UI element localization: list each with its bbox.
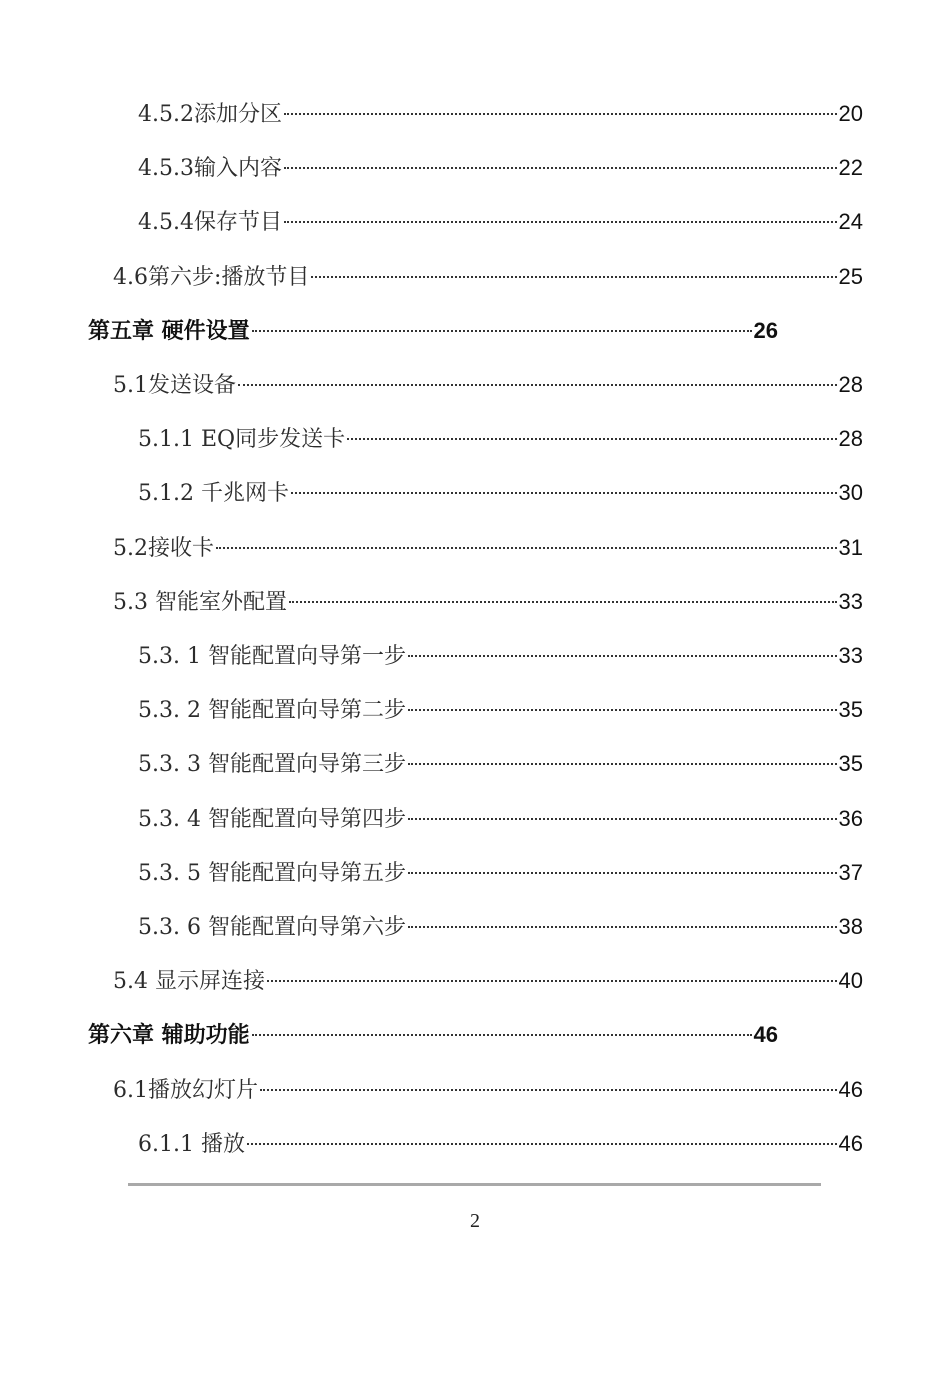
toc-entry-page: 46 (838, 1131, 863, 1156)
toc-entry[interactable] (138, 910, 863, 944)
toc-entry-label: 第五章 硬件设置 (88, 319, 250, 344)
toc-entry-page: 31 (838, 535, 863, 560)
toc-entry[interactable] (138, 151, 863, 185)
dot-leader (408, 709, 837, 711)
toc-entry-page: 20 (838, 101, 863, 126)
toc-entry-page: 22 (838, 155, 863, 180)
dot-leader (408, 818, 837, 820)
toc-entry-page: 33 (838, 589, 863, 614)
toc-entry-label: 5.3 智能室外配置 (113, 590, 287, 615)
dot-leader (408, 763, 837, 765)
dot-leader (247, 1143, 837, 1145)
dot-leader (284, 113, 837, 115)
toc-entry-label: 5.4 显示屏连接 (113, 969, 265, 994)
toc-entry-page: 26 (753, 318, 778, 343)
toc-entry[interactable] (113, 368, 863, 402)
page-number: 2 (470, 1210, 480, 1232)
dot-leader (347, 438, 836, 440)
toc-entry[interactable] (113, 964, 863, 998)
toc-entry[interactable] (113, 585, 863, 619)
toc-entry-label: 5.3. 6 智能配置向导第六步 (138, 915, 406, 940)
toc-entry-page: 24 (838, 209, 863, 234)
toc-entry[interactable] (138, 802, 863, 836)
dot-leader (284, 221, 837, 223)
toc-entry-page: 40 (838, 968, 863, 993)
dot-leader (238, 384, 837, 386)
toc-entry[interactable] (138, 693, 863, 727)
dot-leader (408, 655, 837, 657)
toc-entry-label: 5.3. 3 智能配置向导第三步 (138, 752, 406, 777)
toc-entry-label: 6.1播放幻灯片 (113, 1078, 258, 1103)
toc-entry-page: 35 (838, 751, 863, 776)
toc-entry-page: 46 (753, 1022, 778, 1047)
dot-leader (260, 1089, 837, 1091)
toc-entry-page: 30 (838, 480, 863, 505)
toc-entry[interactable] (138, 747, 863, 781)
toc-entry[interactable] (138, 97, 863, 131)
dot-leader (284, 167, 837, 169)
toc-entry-label: 5.2接收卡 (113, 536, 214, 561)
toc-entry[interactable] (138, 205, 863, 239)
toc-entry-page: 37 (838, 860, 863, 885)
toc-entry-page: 46 (838, 1077, 863, 1102)
toc-entry-page: 25 (838, 264, 863, 289)
toc-entry-page: 28 (838, 372, 863, 397)
dot-leader (252, 1034, 752, 1036)
toc-entry-label: 4.5.3输入内容 (138, 156, 282, 181)
toc-entry-label: 第六章 辅助功能 (88, 1023, 250, 1048)
toc-entry-label: 5.3. 5 智能配置向导第五步 (138, 861, 406, 886)
dot-leader (252, 330, 752, 332)
toc-entry[interactable] (138, 856, 863, 890)
toc-entry-page: 36 (838, 806, 863, 831)
toc-entry[interactable] (138, 639, 863, 673)
toc-entry-label: 6.1.1 播放 (138, 1132, 245, 1157)
toc-entry[interactable] (88, 1018, 778, 1052)
toc-entry-label: 5.1.2 千兆网卡 (138, 481, 289, 506)
toc-entry-page: 33 (838, 643, 863, 668)
toc-entry-label: 5.3. 1 智能配置向导第一步 (138, 644, 406, 669)
dot-leader (216, 547, 837, 549)
toc-entry-page: 28 (838, 426, 863, 451)
toc-entry-label: 5.1.1 EQ同步发送卡 (138, 427, 346, 452)
toc-entry-label: 5.1发送设备 (113, 373, 236, 398)
dot-leader (311, 276, 836, 278)
dot-leader (267, 980, 837, 982)
toc-entry[interactable] (113, 531, 863, 565)
toc-entry[interactable] (113, 260, 863, 294)
dot-leader (289, 601, 837, 603)
footer-divider (128, 1183, 821, 1186)
toc-entry[interactable] (138, 1127, 863, 1161)
toc-entry[interactable] (138, 422, 863, 456)
toc-entry-page: 38 (838, 914, 863, 939)
dot-leader (291, 492, 837, 494)
toc-entry[interactable] (113, 1073, 863, 1107)
dot-leader (408, 872, 837, 874)
toc-entry[interactable] (138, 476, 863, 510)
toc-entry-label: 5.3. 4 智能配置向导第四步 (138, 807, 406, 832)
toc-entry-label: 4.5.4保存节目 (138, 210, 282, 235)
toc-entry-label: 4.5.2添加分区 (138, 102, 282, 127)
toc-entry-label: 4.6第六步:播放节目 (113, 265, 310, 290)
toc-entry-page: 35 (838, 697, 863, 722)
dot-leader (408, 926, 837, 928)
toc-entry-label: 5.3. 2 智能配置向导第二步 (138, 698, 406, 723)
toc-entry[interactable] (88, 314, 778, 348)
